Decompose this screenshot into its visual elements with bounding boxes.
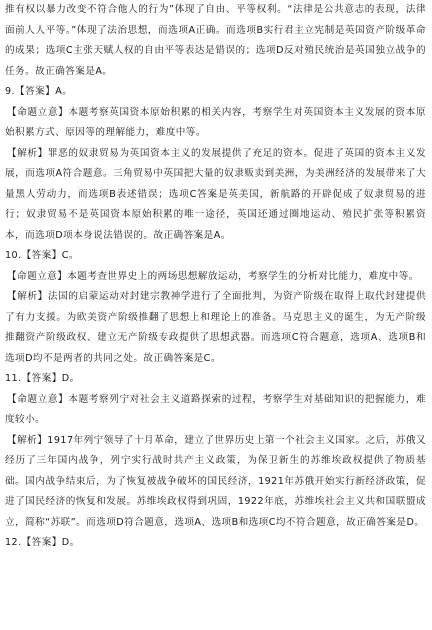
answer-line: 12.【答案】D。 <box>5 537 80 548</box>
answer-line: 11.【答案】D。 <box>5 373 80 384</box>
proposition-paragraph: 【命题立意】本题考查世界史上的两场思想解放运动，考察学生的分析对比能力，难度中等。 <box>7 270 419 282</box>
proposition-paragraph: 【命题立意】本题考察英国资本原始积累的相关内容，考察学生对英国资本主义发展的资本原始积累方式、原因等的理解能力，难度中等。 <box>5 106 426 138</box>
analysis-paragraph: 【解析】法国的启蒙运动对封建宗教神学进行了全面批判，为资产阶级在取得上取代封建提供了有力支援。为欧美资产阶级推翻了思想上和理论上的准备。马克思主义的诞生，为无产阶级推翻资产阶级政权、建立无产阶级专政提供了思想武器。而选项C符合题意，选项A、选项B和选项D均不是两者的共同之处。故正确答案是C。 <box>5 291 426 364</box>
text-paragraph: 推有权以暴力改变不符合他人的行为”体现了自由、平等权利。“法律是公共意志的表现，法律面前人人平等。”体现了法治思想，而选项A正确。而选项B实行君主立宪制是英国资产阶级革命的成果；选项C主张天赋人权的自由平等表达是错误的；选项D反对殖民统治是英国独立战争的任务。故正确答案是A。 <box>5 4 426 77</box>
analysis-paragraph: 【解析】1917年列宁领导了十月革命，建立了世界历史上第一个社会主义国家。之后，苏俄又经历了三年国内战争，列宁实行战时共产主义政策，为保卫新生的苏维埃政权提供了物质基础。国内战争结束后，为了恢复被战争破坏的国民经济，1921年苏俄开始实行新经济政策，促进了国民经济的恢复和发展。苏维埃政权得到巩固，1922年底，苏维埃社会主义共和国联盟成立，简称“苏联”。而选项D符合题意，选项A、选项B和选项C均不符合题意，故正确答案是D。 <box>5 434 426 528</box>
proposition-paragraph: 【命题立意】本题考察列宁对社会主义道路探索的过程，考察学生对基础知识的把握能力，难度较小。 <box>5 393 426 425</box>
answer-line: 9.【答案】A。 <box>5 86 73 97</box>
answer-line: 10.【答案】C。 <box>5 250 79 261</box>
analysis-paragraph: 【解析】罪恶的奴隶贸易为英国资本主义的发展提供了充足的资本。促进了英国的资本主义发展，而选项A符合题意。三角贸易中英国把大量的奴隶贩卖到美洲，为美洲经济的发展带来了大量黑人劳动力，而选项B表述错误；选项C答案是英美国，新航路的开辟促成了奴隶贸易的进行；奴隶贸易不是英国资本原始积累的唯一途径，英国还通过圈地运动、殖民扩张等积累资本，而选项D项本身说法错误的。故正确答案是A。 <box>5 147 426 241</box>
